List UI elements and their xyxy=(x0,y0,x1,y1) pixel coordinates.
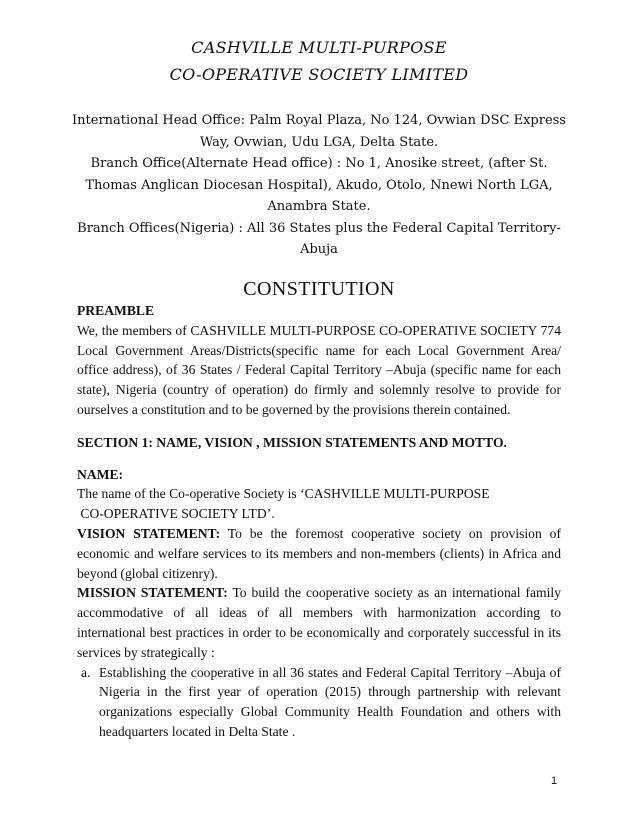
list-marker: a. xyxy=(81,664,91,680)
branch-office: Branch Office(Alternate Head office) : No 1, Anosike street, (after St. Thomas Anglican Diocesan Hospital), Akudo, Otolo, Nnewi North LGA, Anambra State. xyxy=(85,156,553,214)
mission-label: MISSION STATEMENT: xyxy=(77,585,228,601)
document-title: CONSTITUTION xyxy=(243,278,395,300)
preamble-text: We, the members of CASHVILLE MULTI-PURPOSE CO-OPERATIVE SOCIETY 774 Local Government Areas/Districts(specific name for each Local Government Area/ office address), of 36 States / Federal Capital Territory –Abuja (specific name for each state), Nigeria (country of operation) do firmly and solemnly resolve to provide for ourselves a constitution and to be governed by the provisions therein contained. xyxy=(77,322,561,417)
office-addresses xyxy=(70,110,568,261)
document-body xyxy=(77,301,561,742)
preamble-heading: PREAMBLE xyxy=(77,303,155,318)
name-text-line2: CO-OPERATIVE SOCIETY LTD’. xyxy=(77,506,275,522)
society-name-line2: CO-OPERATIVE SOCIETY LIMITED xyxy=(169,65,469,84)
section-1-heading: SECTION 1: NAME, VISION , MISSION STATEMENTS AND MOTTO. xyxy=(77,434,507,450)
international-head-office: International Head Office: Palm Royal Plaza, No 124, Ovwian DSC Express Way, Ovwian, Udu LGA, Delta State. xyxy=(72,113,566,150)
mission-statement xyxy=(77,583,561,662)
vision-text: To be the foremost cooperative society on provision of economic and welfare services to its members and non-members (clients) in Africa and beyond (global citizenry). xyxy=(77,525,561,581)
name-heading: NAME: xyxy=(77,466,124,482)
list-item-text: Establishing the cooperative in all 36 states and Federal Capital Territory –Abuja of Nigeria in the first year of operation (2015) through partnership with relevant organizations especially Global Community Health Foundation and others with headquarters located in Delta State . xyxy=(99,664,561,739)
mission-text: To build the cooperative society as an international family accommodative of all ideas of all members with harmonization according to international best practices in order to be economically and corporately successful in its services by strategically : xyxy=(77,585,561,660)
vision-label: VISION STATEMENT: xyxy=(77,525,221,541)
vision-statement xyxy=(77,524,561,583)
page-number: 1 xyxy=(551,775,558,787)
branch-offices-nigeria: Branch Offices(Nigeria) : All 36 States plus the Federal Capital Territory-Abuja xyxy=(77,220,561,257)
society-name-line1: CASHVILLE MULTI-PURPOSE xyxy=(191,38,447,57)
list-item xyxy=(77,663,561,742)
name-text-line1: The name of the Co-operative Society is ‘CASHVILLE MULTI-PURPOSE xyxy=(77,486,490,502)
